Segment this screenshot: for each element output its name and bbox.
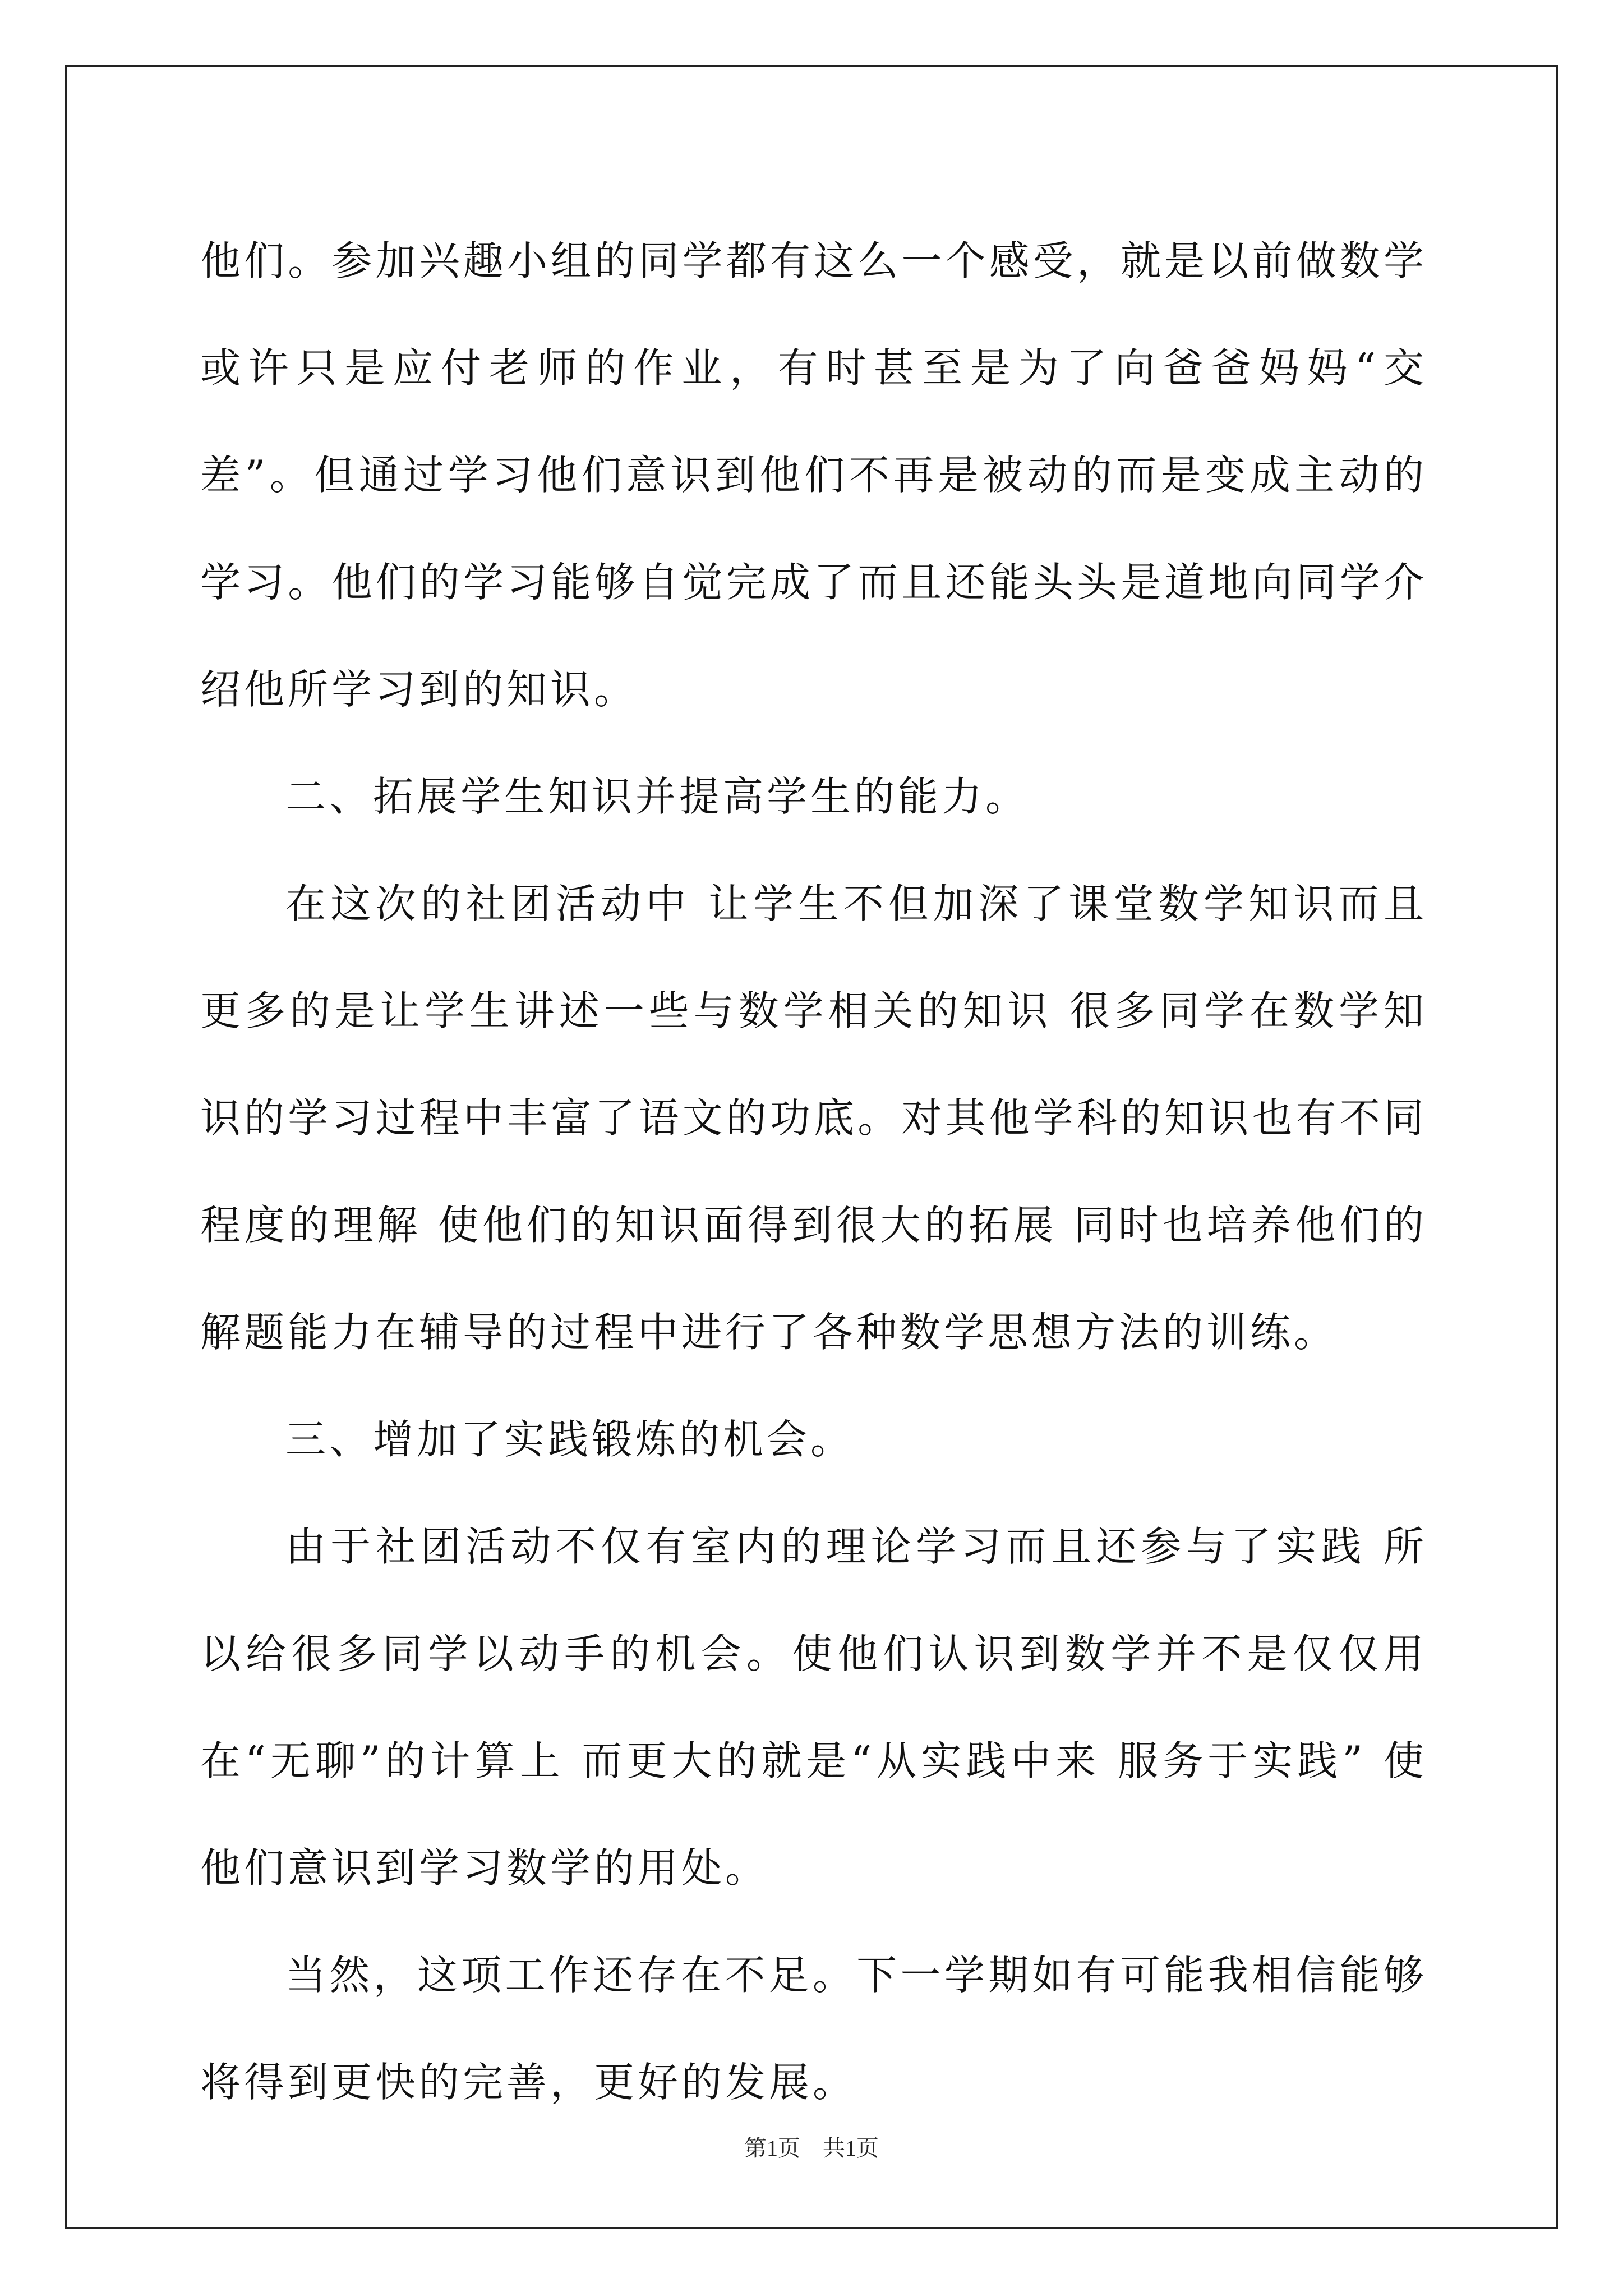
heading-section-three: 三、增加了实践锻炼的机会。 (285, 1416, 855, 1463)
paragraph-continuation: 他们。参加兴趣小组的同学都有这么一个感受，就是以前做数学或许只是应付老师的作业，有时甚至是为了向爸爸妈妈“交差”。但通过学习他们意识到他们不再是被动的而是变成主动的学习。他们的学习能够自觉完成了而且还能头头是道地向同学介绍他所学习到的知识。 (200, 237, 1427, 713)
page-number-footer: 第1页 共1页 (744, 2136, 879, 2161)
paragraph-conclusion: 当然，这项工作还存在不足。下一学期如有可能我相信能够将得到更快的完善，更好的发展。 (200, 1952, 1427, 2106)
paragraph-knowledge-expansion: 在这次的社团活动中 让学生不但加深了课堂数学知识而且更多的是让学生讲述一些与数学相关的知识 很多同学在数学知识的学习过程中丰富了语文的功底。对其他学科的知识也有不同程度的理解 使他们的知识面得到很大的拓展 同时也培养他们的解题能力在辅导的过程中进行了各种数学思想方法的训练。 (200, 880, 1427, 1356)
heading-section-two: 二、拓展学生知识并提高学生的能力。 (285, 773, 1030, 820)
paragraph-practice: 由于社团活动不仅有室内的理论学习而且还参与了实践 所以给很多同学以动手的机会。使他们认识到数学并不是仅仅用在“无聊”的计算上 而更大的就是“从实践中来 服务于实践” 使他们意识到学习数学的用处。 (200, 1523, 1427, 1892)
document-body (200, 208, 1427, 2136)
